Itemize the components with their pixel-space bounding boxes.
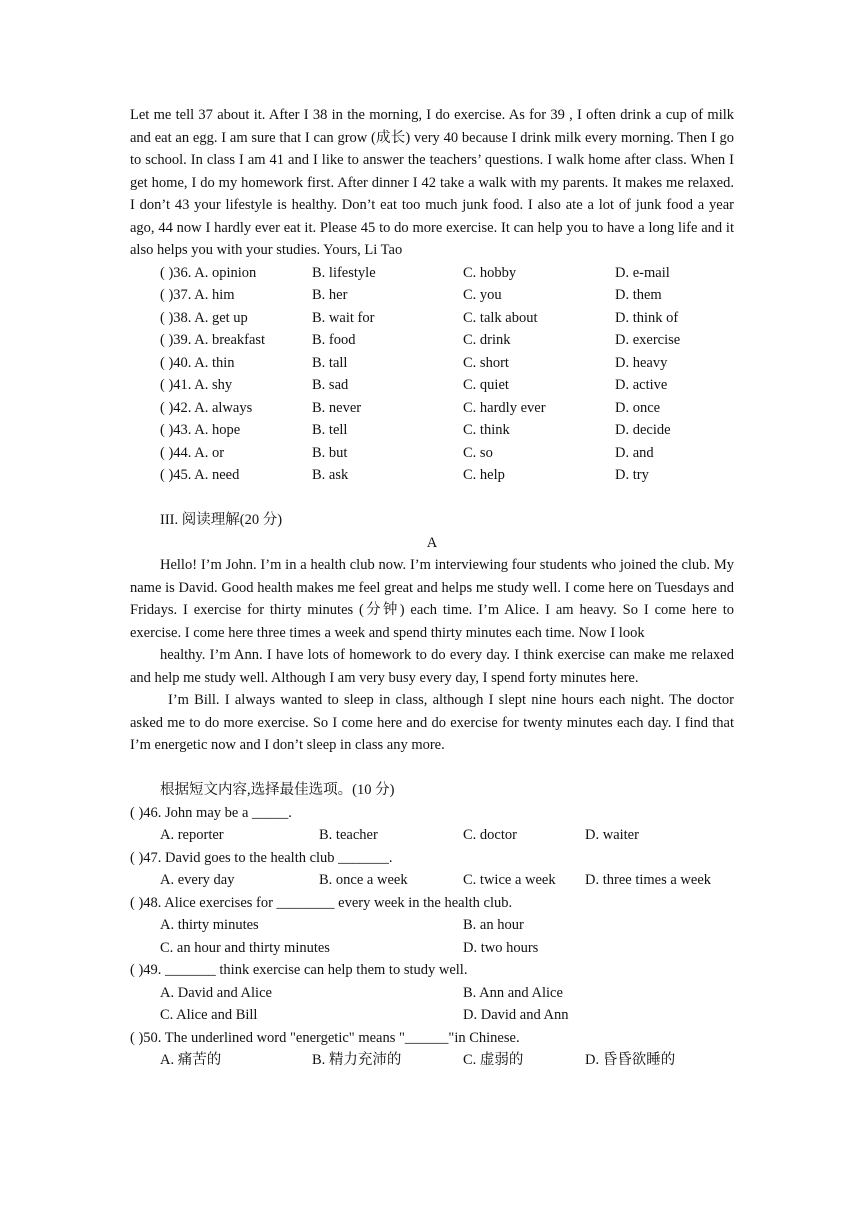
option-a: ( )41. A. shy	[160, 377, 233, 393]
cloze-options	[130, 262, 734, 487]
option-b: B. ask	[312, 467, 349, 483]
option-d: D. think of	[615, 309, 679, 326]
option-a: ( )38. A. get up	[160, 309, 248, 326]
option-c: C. talk about	[463, 309, 538, 326]
option-c: C. an hour and thirty minutes	[160, 939, 330, 956]
option-c: C. you	[463, 287, 502, 303]
cloze-option-row	[130, 374, 734, 397]
option-d: D. 昏昏欲睡的	[585, 1052, 676, 1068]
question-46-stem: ( )46. John may be a _____.	[130, 804, 292, 821]
option-d: D. David and Ann	[463, 1007, 569, 1023]
cloze-option-row	[130, 464, 734, 487]
option-b: B. never	[312, 399, 362, 416]
question-47-options	[130, 869, 734, 892]
cloze-option-row	[130, 419, 734, 442]
option-a: A. every day	[160, 872, 235, 888]
option-b: B. teacher	[319, 827, 378, 843]
question-49-options	[130, 982, 734, 1005]
option-c: C. hobby	[463, 264, 517, 281]
reading-paragraph-3: I’m Bill. I always wanted to sleep in class, although I slept nine hours each night. The doctor asked me to do more exercise. So I come here and do exercise for twenty minutes each day. I find that I’m energetic now and I don’t sleep in class any more.	[130, 692, 734, 753]
option-a: ( )37. A. him	[160, 287, 235, 303]
option-b: B. but	[312, 444, 348, 461]
option-d: D. three times a week	[585, 872, 712, 888]
option-c: C. quiet	[463, 377, 509, 393]
option-a: A. David and Alice	[160, 984, 272, 1001]
option-a: ( )45. A. need	[160, 467, 240, 483]
option-b: B. her	[312, 287, 348, 303]
option-b: B. 精力充沛的	[312, 1052, 402, 1068]
cloze-option-row	[130, 352, 734, 375]
cloze-option-row	[130, 307, 734, 330]
option-b: B. once a week	[319, 872, 408, 888]
question-49-stem: ( )49. _______ think exercise can help them to study well.	[130, 962, 468, 978]
option-a: A. 痛苦的	[160, 1052, 222, 1068]
option-d: D. them	[615, 287, 662, 303]
option-b: B. wait for	[312, 309, 375, 326]
reading-paragraph-1: Hello! I’m John. I’m in a health club now. I’m interviewing four students who joined the club. My name is David. Good health makes me feel great and helps me study well. I come here on Tuesdays and Fridays. I exercise for thirty minutes (分钟) each time. I’m Alice. I am heavy. So I come here to exercise. I come here three times a week and spend thirty minutes each time. Now I look	[130, 557, 734, 641]
option-d: D. and	[615, 444, 654, 461]
option-a: ( )40. A. thin	[160, 354, 235, 371]
question-48-options	[130, 937, 734, 960]
question-46-options	[130, 824, 734, 847]
option-d: D. active	[615, 377, 668, 393]
cloze-option-row	[130, 397, 734, 420]
option-d: D. two hours	[463, 939, 539, 956]
option-b: B. Ann and Alice	[463, 984, 563, 1001]
spacer	[130, 487, 734, 510]
option-a: ( )36. A. opinion	[160, 264, 257, 281]
option-d: D. e-mail	[615, 264, 670, 281]
option-c: C. doctor	[463, 827, 517, 843]
worksheet-page	[130, 104, 734, 1072]
question-49-options	[130, 1004, 734, 1027]
question-48-stem: ( )48. Alice exercises for ________ every week in the health club.	[130, 894, 513, 911]
option-c: C. Alice and Bill	[160, 1007, 258, 1023]
option-a: A. reporter	[160, 827, 224, 843]
option-a: ( )42. A. always	[160, 399, 253, 416]
section-heading: III. 阅读理解(20 分)	[160, 512, 283, 528]
option-d: D. exercise	[615, 332, 681, 348]
option-d: D. heavy	[615, 354, 668, 371]
option-d: D. try	[615, 467, 649, 483]
option-d: D. decide	[615, 422, 671, 438]
reading-paragraph-2: healthy. I’m Ann. I have lots of homework to do every day. I think exercise can make me relaxed and help me study well. Although I am very busy every day, I spend forty minutes here.	[130, 647, 734, 686]
instruction: 根据短文内容,选择最佳选项。(10 分)	[160, 782, 395, 798]
option-c: C. think	[463, 422, 510, 438]
spacer	[130, 757, 734, 780]
option-c: C. drink	[463, 332, 511, 348]
option-b: B. tall	[312, 354, 348, 371]
option-d: D. once	[615, 399, 661, 416]
option-b: B. an hour	[463, 917, 524, 933]
option-b: B. food	[312, 332, 356, 348]
option-b: B. tell	[312, 422, 348, 438]
option-a: ( )39. A. breakfast	[160, 332, 266, 348]
option-a: ( )43. A. hope	[160, 422, 241, 438]
question-50-stem: ( )50. The underlined word "energetic" means "______"in Chinese.	[130, 1029, 520, 1046]
cloze-option-row	[130, 329, 734, 352]
option-c: C. short	[463, 354, 509, 371]
cloze-option-row	[130, 284, 734, 307]
option-d: D. waiter	[585, 827, 639, 843]
option-c: C. help	[463, 467, 505, 483]
cloze-option-row	[130, 442, 734, 465]
option-b: B. lifestyle	[312, 264, 376, 281]
option-a: ( )44. A. or	[160, 444, 225, 461]
question-47-stem: ( )47. David goes to the health club _______.	[130, 849, 393, 866]
option-a: A. thirty minutes	[160, 917, 259, 933]
option-c: C. twice a week	[463, 872, 556, 888]
question-48-options	[130, 914, 734, 937]
cloze-option-row	[130, 262, 734, 285]
option-c: C. 虚弱的	[463, 1052, 524, 1068]
option-b: B. sad	[312, 377, 349, 393]
passage-label: A	[426, 534, 438, 551]
option-c: C. so	[463, 444, 493, 461]
question-50-options	[130, 1049, 734, 1072]
option-c: C. hardly ever	[463, 399, 546, 416]
cloze-passage: Let me tell 37 about it. After I 38 in the morning, I do exercise. As for 39 , I often drink a cup of milk and eat an egg. I am sure that I can grow (成长) very 40 because I drink milk every morning. Then I go to school. In class I am 41 and I like to answer the teachers’ questions. I walk home after class. When I get home, I do my homework first. After dinner I 42 take a walk with my parents. It makes me relaxed. I don’t 43 your lifestyle is healthy. Don’t eat too much junk food. I also ate a lot of junk food a year ago, 44 now I hardly ever eat it. Please 45 to do more exercise. It can help you to have a long life and it also helps you with your studies. Yours, Li Tao	[130, 107, 734, 258]
